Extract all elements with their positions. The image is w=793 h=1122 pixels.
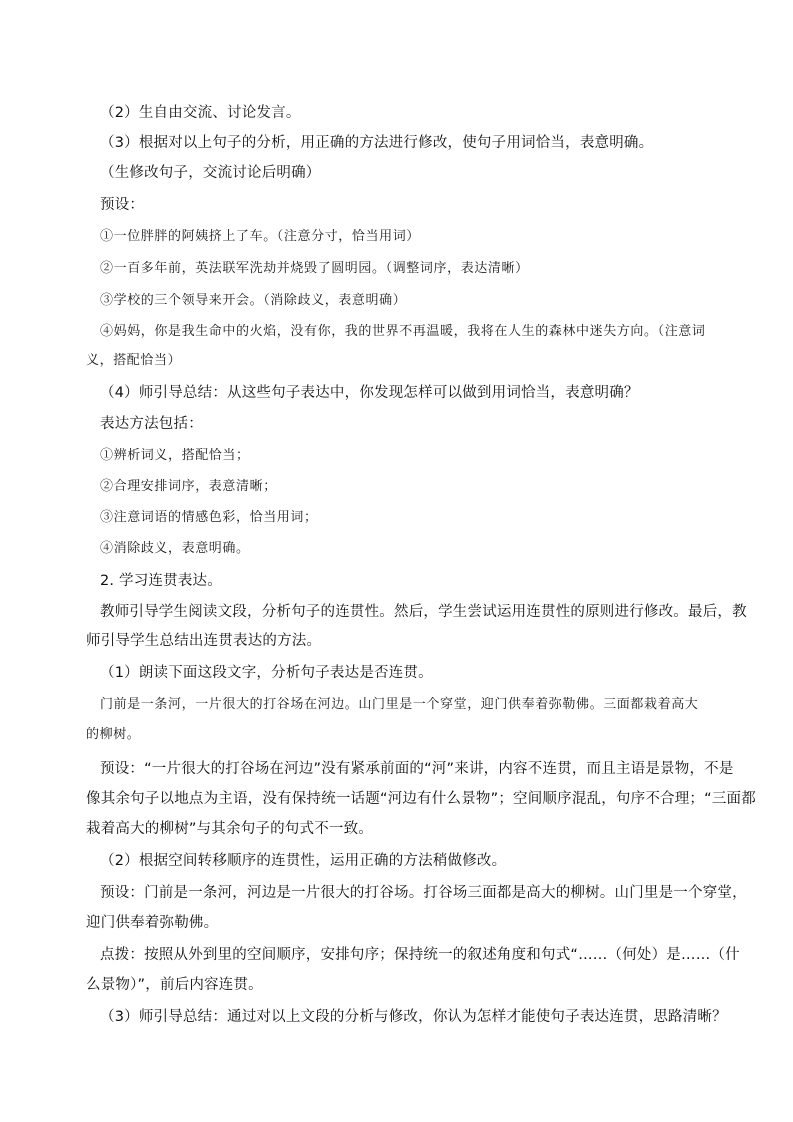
paragraph-line: （2）根据空间转移顺序的连贯性，运用正确的方法稍做修改。 [100, 853, 507, 869]
example-sentence: ①一位胖胖的阿姨挤上了车。（注意分寸，恰当用词） [100, 229, 420, 244]
example-sentence: 义，搭配恰当） [86, 353, 182, 368]
reading-passage: 的柳树。 [86, 727, 141, 742]
paragraph-line: 师引导学生总结出连贯表达的方法。 [86, 633, 322, 649]
paragraph-line: （4）师引导总结：从这些句子表达中，你发现怎样可以做到用词恰当，表意明确？ [100, 385, 639, 401]
paragraph-line: 迎门供奉着弥勒佛。 [86, 915, 219, 931]
method-item: ③注意词语的情感色彩，恰当用词； [100, 510, 318, 525]
paragraph-line: 像其余句子以地点为主语，没有保持统一话题“河边有什么景物”；空间顺序混乱，句序不合理；“三面都 [86, 791, 756, 807]
example-sentence: ②一百多年前，英法联军洗劫并烧毁了圆明园。（调整词序，表达清晰） [100, 261, 529, 276]
paragraph-line: 表达方法包括： [100, 416, 203, 432]
paragraph-line: 点拨：按照从外到里的空间顺序，安排句序；保持统一的叙述角度和句式“……（何处）是……（什 [100, 947, 740, 963]
paragraph-line: （3）根据对以上句子的分析，用正确的方法进行修改，使句子用词恰当，表意明确。 [100, 135, 654, 151]
paragraph-line: （1）朗读下面这段文字，分析句子表达是否连贯。 [100, 665, 433, 681]
paragraph-line: 预设：“一片很大的打谷场在河边”没有紧承前面的“河”来讲，内容不连贯，而且主语是景物，不是 [100, 761, 734, 777]
paragraph-line: （生修改句子，交流讨论后明确） [100, 165, 321, 181]
section-heading: 2. 学习连贯表达。 [100, 573, 222, 589]
reading-passage: 门前是一条河，一片很大的打谷场在河边。山门里是一个穿堂，迎门供奉着弥勒佛。三面都栽着高大 [100, 697, 699, 712]
paragraph-line: 么景物）”，前后内容连贯。 [86, 977, 263, 993]
paragraph-line: （3）师引导总结：通过对以上文段的分析与修改，你认为怎样才能使句子表达连贯，思路清晰？ [100, 1009, 727, 1025]
method-item: ④消除歧义，表意明确。 [100, 541, 250, 556]
example-sentence: ③学校的三个领导来开会。（消除歧义，表意明确） [100, 293, 407, 308]
paragraph-line: 预设：门前是一条河，河边是一片很大的打谷场。打谷场三面都是高大的柳树。山门里是一个穿堂， [100, 885, 747, 901]
paragraph-line: 预设： [100, 197, 145, 213]
method-item: ①辨析词义，搭配恰当； [100, 448, 250, 463]
method-item: ②合理安排词序，表意清晰； [100, 479, 277, 494]
example-sentence: ④妈妈，你是我生命中的火焰，没有你，我的世界不再温暖，我将在人生的森林中迷失方向。（注意词 [100, 324, 706, 339]
paragraph-line: 栽着高大的柳树”与其余句子的句式不一致。 [86, 821, 374, 837]
paragraph-line: （2）生自由交流、讨论发言。 [100, 105, 301, 121]
paragraph-line: 教师引导学生阅读文段，分析句子的连贯性。然后，学生尝试运用连贯性的原则进行修改。最后，教 [100, 604, 747, 620]
